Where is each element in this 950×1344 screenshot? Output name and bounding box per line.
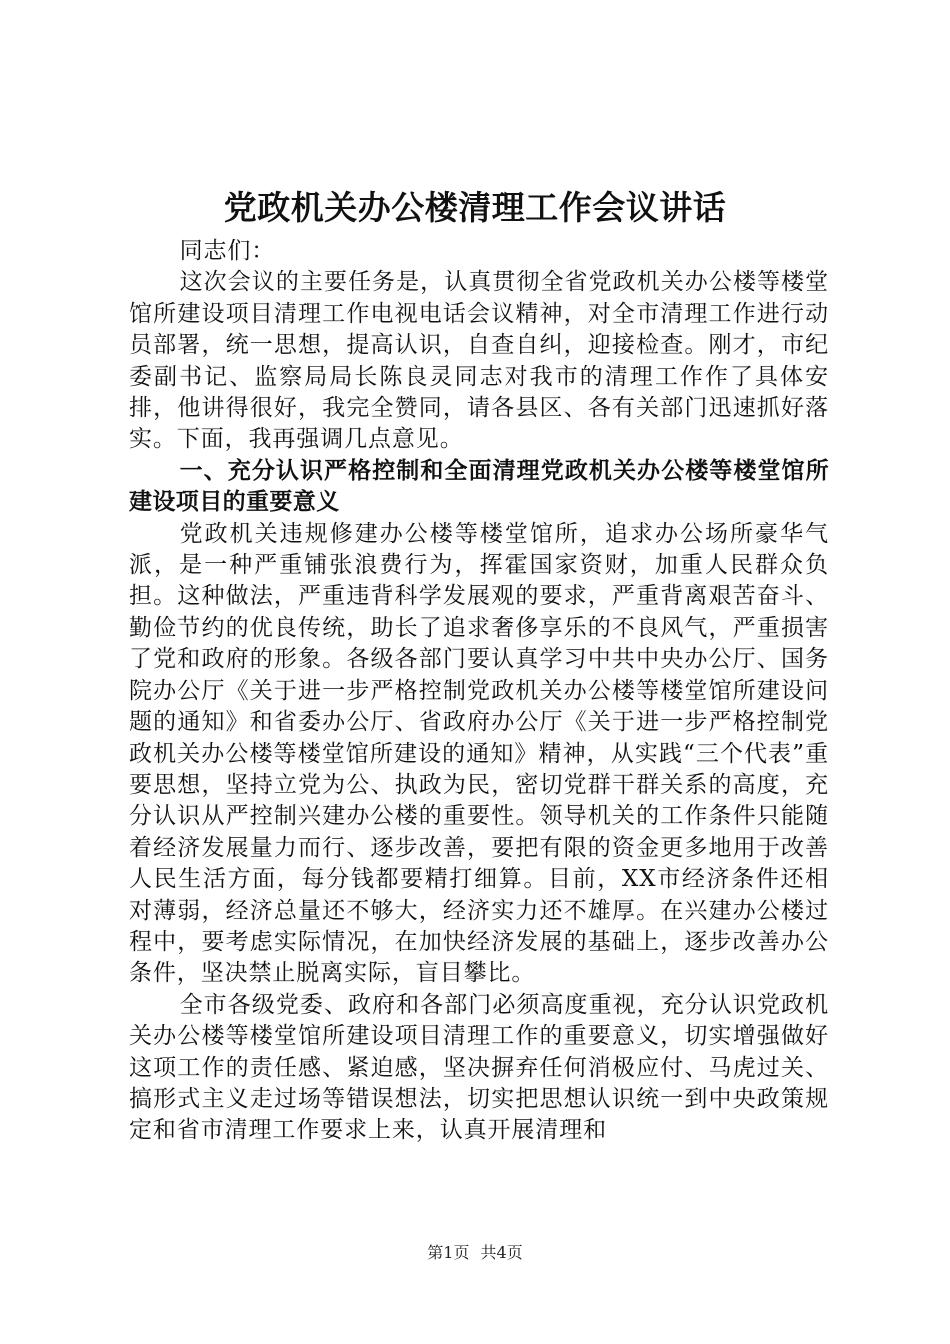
paragraph-body: 全市各级党委、政府和各部门必须高度重视，充分认识党政机关办公楼等楼堂馆所建设项目清理工作的重要意义，切实增强做好这项工作的责任感、紧迫感，坚决摒弃任何消极应付、马虎过关、搞形式主义走过场等错误想法，切实把思想认识统一到中央政策规定和省市清理工作要求上来，认真开展清理和 [129, 991, 829, 1144]
document-title: 党政机关办公楼清理工作会议讲话 [223, 188, 727, 227]
document-body [129, 236, 829, 1147]
salutation: 同志们： [179, 238, 276, 264]
section-heading: 一、充分认识严格控制和全面清理党政机关办公楼等楼堂馆所建设项目的重要意义 [129, 457, 829, 516]
paragraph-body: 党政机关违规修建办公楼等楼堂馆所，追求办公场所豪华气派，是一种严重铺张浪费行为，挥霍国家资财，加重人民群众负担。这种做法，严重违背科学发展观的要求，严重背离艰苦奋斗、勤俭节约的优良传统，助长了追求奢侈享乐的不良风气，严重损害了党和政府的形象。各级各部门要认真学习中共中央办公厅、国务院办公厅《关于进一步严格控制党政机关办公楼等楼堂馆所建设问题的通知》和省委办公厅、省政府办公厅《关于进一步严格控制党政机关办公楼等楼堂馆所建设的通知》精神，从实践“三个代表”重要思想，坚持立党为公、执政为民，密切党群干群关系的高度，充分认识从严控制兴建办公楼的重要性。领导机关的工作条件只能随着经济发展量力而行、逐步改善，要把有限的资金更多地用于改善人民生活方面，每分钱都要精打细算。目前，XX市经济条件还相对薄弱，经济总量还不够大，经济实力还不雄厚。在兴建办公楼过程中，要考虑实际情况，在加快经济发展的基础上，逐步改善办公条件，坚决禁止脱离实际，盲目攀比。 [129, 520, 829, 987]
page-number: 第1页 [427, 1243, 470, 1262]
page-total: 共4页 [480, 1243, 523, 1262]
paragraph-intro: 这次会议的主要任务是，认真贯彻全省党政机关办公楼等楼堂馆所建设项目清理工作电视电话会议精神，对全市清理工作进行动员部署，统一思想，提高认识，自查自纠，迎接检查。刚才，市纪委副书记、监察局局长陈良灵同志对我市的清理工作作了具体安排，他讲得很好，我完全赞同，请各县区、各有关部门迅速抓好落实。下面，我再强调几点意见。 [129, 269, 829, 453]
page-footer [0, 1242, 950, 1264]
